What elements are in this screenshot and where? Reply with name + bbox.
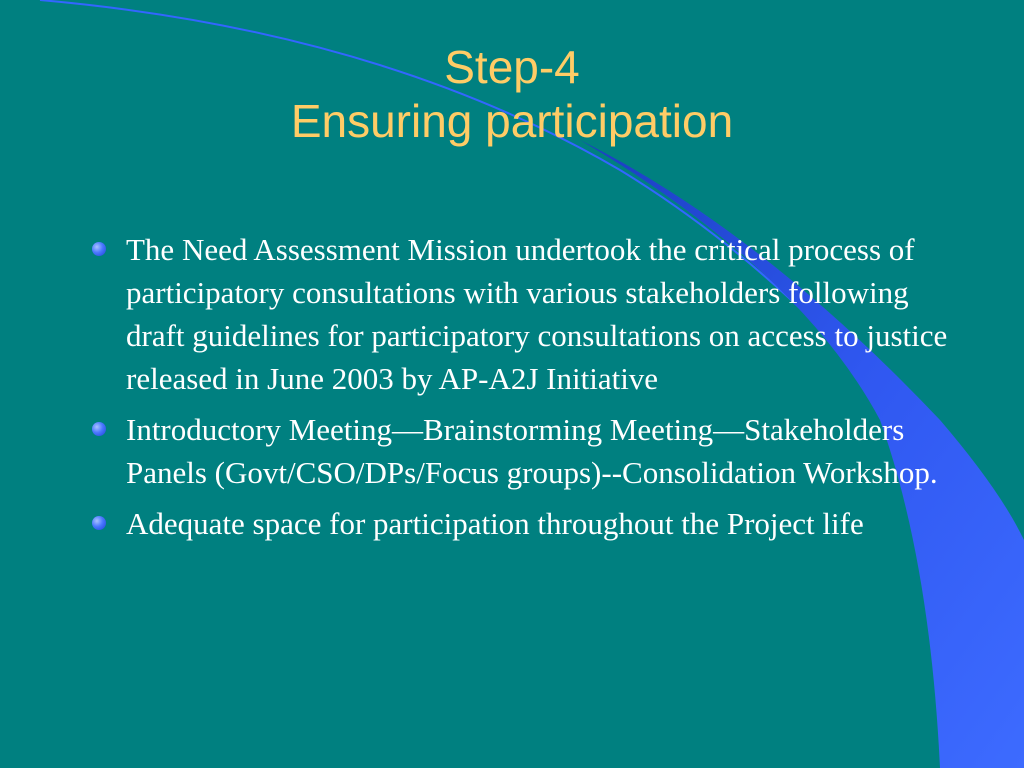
title-line-2: Ensuring participation bbox=[290, 95, 734, 147]
bullet-item bbox=[88, 408, 948, 494]
bullet-text: The Need Assessment Mission undertook the critical process of participatory consultations with various stakeholders following draft guidelines for participatory consultations on access to justice released in June 2003 by AP-A2J Initiative bbox=[126, 232, 948, 396]
bullet-dot-icon bbox=[92, 242, 106, 256]
bullet-text: Introductory Meeting—Brainstorming Meeting—Stakeholders Panels (Govt/CSO/DPs/Focus groups)--Consolidation Workshop. bbox=[126, 412, 938, 490]
bullet-dot-icon bbox=[92, 516, 106, 530]
bullet-dot-icon bbox=[92, 422, 106, 436]
bullet-list bbox=[88, 228, 948, 553]
slide-title bbox=[0, 40, 1024, 148]
title-line-1: Step-4 bbox=[444, 41, 580, 93]
bullet-text: Adequate space for participation throughout the Project life bbox=[126, 506, 864, 541]
bullet-item bbox=[88, 502, 948, 545]
bullet-item bbox=[88, 228, 948, 400]
